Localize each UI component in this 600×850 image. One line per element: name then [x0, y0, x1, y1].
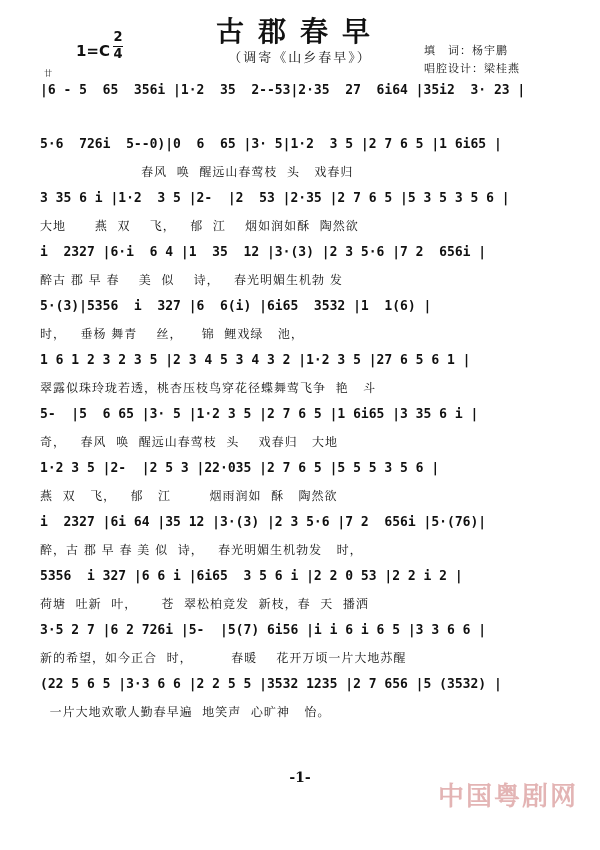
lyrics-line: 奇， 春风 唤 醒远山春莺枝 头 戏春归 大地: [40, 435, 339, 449]
lyrics-line: [40, 108, 560, 128]
song-title: 古郡春早: [215, 15, 384, 48]
score-row: [40, 188, 560, 242]
lyrics-line: 大地 燕 双 飞， 郁 江 烟如润如酥 陶然欲: [40, 219, 359, 233]
score-row: [40, 620, 560, 674]
arranger-credit: 唱腔设计：梁桂燕: [424, 62, 520, 75]
key-signature: 1=C: [76, 42, 111, 60]
score-row: [40, 134, 560, 188]
notation-line: 1·2 3 5 |2- |2 5 3 |22·035 |2 7 6 5 |5 5 5 3 5 6 |: [40, 461, 440, 476]
lyrics-line: 新的希望，如今正合 时， 春暖 花开万顷一片大地苏醒: [40, 651, 407, 665]
lyrics-line: 翠露似珠玲珑若透，桃杏压枝鸟穿花径蝶舞莺飞争 艳 斗: [40, 381, 377, 395]
lyrics-line: 燕 双 飞， 郁 江 烟雨润如 酥 陶然欲: [40, 489, 338, 503]
lyrics-line: 醉古 郡 早 春 美 似 诗， 春光明媚生机勃 发: [40, 273, 343, 287]
lyrics-line: 时， 垂杨 舞青 丝， 锦 鲤戏绿 池，: [40, 327, 304, 341]
notation-line: 5- |5 6 65 |3· 5 |1·2 3 5 |2 7 6 5 |1 6i65 |3 35 6 i |: [40, 407, 479, 422]
notation-line: 3·5 2 7 |6 2 726i |5- |5(7) 6i56 |i i 6 i 6 5 |3 3 6 6 |: [40, 623, 487, 638]
breath-mark: 廿: [44, 69, 52, 78]
watermark-logo: 中国粤剧网: [438, 782, 579, 812]
subtitle: （调寄《山乡春早》）: [228, 51, 372, 66]
notation-line: 3 35 6 i |1·2 3 5 |2- |2 53 |2·35 |2 7 6 5 |5 3 5 3 5 6 |: [40, 191, 510, 206]
notation-line: 1 6 1 2 3 2 3 5 |2 3 4 5 3 4 3 2 |1·2 3 5 |27 6 5 6 1 |: [40, 353, 471, 368]
score-row: [40, 296, 560, 350]
notation-line: 5356 i 327 |6 6 i |6i65 3 5 6 i |2 2 0 53 |2 2 i 2 |: [40, 569, 463, 584]
score-row: [40, 350, 560, 404]
score-row: [40, 674, 560, 728]
notation-line: i 2327 |6·i 6 4 |1 35 12 |3·(3) |2 3 5·6 |7 2 656i |: [40, 245, 487, 260]
lyricist-credit: 填 词：杨宇鹏: [424, 44, 508, 57]
score-row: [40, 512, 560, 566]
lyrics-line: 春风 唤 醒远山春莺枝 头 戏春归: [40, 165, 354, 179]
score-row: [40, 80, 560, 134]
meter-top: 2: [113, 30, 123, 45]
score-row: [40, 404, 560, 458]
score-row: [40, 566, 560, 620]
notation-line: 5·6 726i 5--0)|0 6 65 |3· 5|1·2 3 5 |2 7 6 5 |1 6i65 |: [40, 137, 502, 152]
lyrics-line: 醉，古 郡 早 春 美 似 诗， 春光明媚生机勃发 时，: [40, 543, 363, 557]
notation-line: i 2327 |6i 64 |35 12 |3·(3) |2 3 5·6 |7 2 656i |5·(76)|: [40, 515, 487, 530]
lyrics-line: 荷塘 吐新 叶， 苍 翠松柏竞发 新枝，春 天 播洒: [40, 597, 369, 611]
lyrics-line: 一片大地欢歌人勤春早遍 地笑声 心旷神 怡。: [40, 705, 331, 719]
notation-line: |6 - 5 65 356i |1·2 35 2--53|2·35 27 6i64 |35i2 3· 23 |: [40, 83, 526, 98]
meter-bottom: 4: [113, 47, 123, 62]
page-number: -1-: [289, 770, 311, 786]
notation-line: (22 5 6 5 |3·3 6 6 |2 2 5 5 |3532 1235 |2 7 656 |5 (3532) |: [40, 677, 502, 692]
notation-line: 5·(3)|5356 i 327 |6 6(i) |6i65 3532 |1 1(6) |: [40, 299, 432, 314]
score-row: [40, 458, 560, 512]
score-row: [40, 242, 560, 296]
